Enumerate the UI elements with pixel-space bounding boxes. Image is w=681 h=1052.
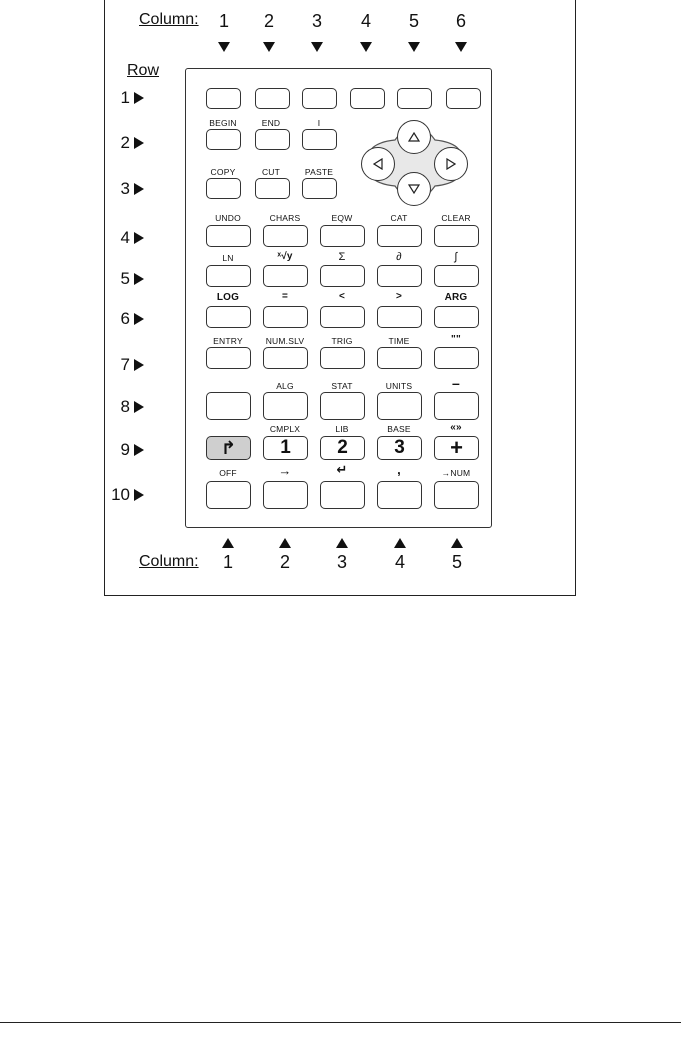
key-r4-c2[interactable]	[263, 225, 308, 247]
key-r7-c2[interactable]	[263, 347, 308, 369]
key-2[interactable]	[320, 436, 365, 460]
arrow-down-icon	[263, 42, 275, 52]
key-r8-c2[interactable]	[263, 392, 308, 420]
label-minus: –	[452, 375, 460, 391]
label-to-num: →NUM	[441, 468, 471, 478]
key-r5-c2[interactable]	[263, 265, 308, 287]
label-chars: CHARS	[269, 213, 301, 223]
key-r1-c1[interactable]	[206, 88, 241, 109]
key-r8-c5[interactable]	[434, 392, 479, 420]
right-arrow-key[interactable]	[434, 147, 468, 181]
label-cat: CAT	[390, 213, 408, 223]
key-r2-c2[interactable]	[255, 129, 290, 150]
key-1[interactable]	[263, 436, 308, 460]
key-r7-c5[interactable]	[434, 347, 479, 369]
key-r5-c1[interactable]	[206, 265, 251, 287]
bottom-column-1: 1	[222, 552, 233, 572]
label-program: «»	[450, 422, 462, 433]
triangle-down-icon	[408, 184, 420, 194]
key-r4-c4[interactable]	[377, 225, 422, 247]
label-lib: LIB	[335, 424, 349, 434]
label-bar: I	[317, 118, 321, 128]
row-label-1: 1	[120, 88, 130, 107]
right-shift-icon: ↱	[220, 437, 237, 458]
arrow-down-icon	[360, 42, 372, 52]
key-r4-c1[interactable]	[206, 225, 251, 247]
row-label-4: 4	[120, 228, 130, 247]
key-r1-c2[interactable]	[255, 88, 290, 109]
key-r1-c6[interactable]	[446, 88, 481, 109]
arrow-up-icon	[451, 538, 463, 548]
arrow-right-icon	[134, 92, 144, 104]
label-arg: ARG	[444, 292, 468, 303]
key-r4-c5[interactable]	[434, 225, 479, 247]
bottom-column-header: Column:	[139, 553, 199, 570]
key-r1-c3[interactable]	[302, 88, 337, 109]
label-alg: ALG	[276, 381, 294, 391]
label-partial: ∂	[396, 251, 402, 263]
arrow-right-icon	[134, 232, 144, 244]
label-quotes: ""	[451, 334, 461, 345]
label-paste: PASTE	[304, 167, 334, 177]
key-r6-c2[interactable]	[263, 306, 308, 328]
label-units: UNITS	[385, 381, 413, 391]
key-r7-c4[interactable]	[377, 347, 422, 369]
key-r4-c3[interactable]	[320, 225, 365, 247]
label-eqw: EQW	[331, 213, 353, 223]
key-r6-c3[interactable]	[320, 306, 365, 328]
label-cmplx: CMPLX	[269, 424, 301, 434]
key-r3-c1[interactable]	[206, 178, 241, 199]
key-r1-c4[interactable]	[350, 88, 385, 109]
arrow-right-icon	[134, 489, 144, 501]
row-label-5: 5	[120, 269, 130, 288]
label-undo: UNDO	[215, 213, 241, 223]
arrow-right-icon	[134, 359, 144, 371]
label-sigma: Σ	[338, 251, 346, 263]
key-plus-label: +	[450, 435, 463, 460]
label-base: BASE	[387, 424, 411, 434]
label-end: END	[261, 118, 281, 128]
arrow-right-icon	[134, 401, 144, 413]
label-integral: ∫	[454, 251, 458, 263]
row-label-2: 2	[120, 133, 130, 152]
key-plus[interactable]	[434, 436, 479, 460]
arrow-up-icon	[394, 538, 406, 548]
label-time: TIME	[388, 336, 410, 346]
key-r6-c1[interactable]	[206, 306, 251, 328]
label-begin: BEGIN	[209, 118, 237, 128]
top-column-2: 2	[263, 11, 274, 31]
key-r10-c3[interactable]	[320, 481, 365, 509]
key-r7-c3[interactable]	[320, 347, 365, 369]
key-r3-c2[interactable]	[255, 178, 290, 199]
row-label-9: 9	[120, 440, 130, 459]
top-column-header: Column:	[139, 11, 199, 28]
key-r10-c2[interactable]	[263, 481, 308, 509]
row-label-3: 3	[120, 179, 130, 198]
label-enter: ↵	[336, 462, 348, 477]
arrow-down-icon	[218, 42, 230, 52]
row-label-8: 8	[120, 397, 130, 416]
key-r10-c5[interactable]	[434, 481, 479, 509]
label-off: OFF	[219, 468, 237, 478]
arrow-right-icon	[134, 444, 144, 456]
key-1-label: 1	[280, 437, 291, 458]
arrow-up-icon	[222, 538, 234, 548]
key-r2-c1[interactable]	[206, 129, 241, 150]
label-cut: CUT	[261, 167, 281, 177]
top-column-5: 5	[408, 11, 419, 31]
up-arrow-key[interactable]	[397, 120, 431, 154]
triangle-right-icon	[446, 158, 456, 170]
key-r5-c3[interactable]	[320, 265, 365, 287]
row-label-10: 10	[111, 485, 130, 504]
label-clear: CLEAR	[441, 213, 471, 223]
key-r3-c3[interactable]	[302, 178, 337, 199]
label-stat: STAT	[331, 381, 353, 391]
label-less: <	[338, 291, 346, 302]
label-xroot-y: ˣ√y	[277, 251, 293, 262]
arrow-right-icon	[134, 313, 144, 325]
label-equals: =	[281, 291, 289, 302]
key-r6-c5[interactable]	[434, 306, 479, 328]
label-entry: ENTRY	[213, 336, 243, 346]
label-greater: >	[395, 291, 403, 302]
key-r10-c4[interactable]	[377, 481, 422, 509]
label-arrow: →	[278, 463, 292, 478]
key-r1-c5[interactable]	[397, 88, 432, 109]
label-log: LOG	[216, 292, 240, 303]
top-column-4: 4	[360, 11, 371, 31]
arrow-down-icon	[455, 42, 467, 52]
label-ln: LN	[222, 253, 234, 263]
key-r5-c4[interactable]	[377, 265, 422, 287]
row-label-6: 6	[120, 309, 130, 328]
bottom-column-5: 5	[451, 552, 462, 572]
right-shift-key[interactable]	[206, 436, 251, 460]
top-column-3: 3	[311, 11, 322, 31]
top-column-1: 1	[218, 11, 229, 31]
arrow-down-icon	[311, 42, 323, 52]
arrow-up-icon	[279, 538, 291, 548]
triangle-up-icon	[408, 132, 420, 142]
key-3-label: 3	[394, 437, 405, 458]
key-r8-c4[interactable]	[377, 392, 422, 420]
arrow-right-icon	[134, 183, 144, 195]
top-column-6: 6	[455, 11, 466, 31]
key-r7-c1[interactable]	[206, 347, 251, 369]
key-r10-c1[interactable]	[206, 481, 251, 509]
label-comma: ,	[397, 462, 401, 477]
bottom-column-2: 2	[279, 552, 290, 572]
page-footer-rule	[0, 1022, 681, 1023]
arrow-right-icon	[134, 273, 144, 285]
label-numslv: NUM.SLV	[265, 336, 305, 346]
bottom-column-3: 3	[336, 552, 347, 572]
key-r8-c3[interactable]	[320, 392, 365, 420]
key-r2-c3[interactable]	[302, 129, 337, 150]
key-2-label: 2	[337, 437, 348, 458]
key-3[interactable]	[377, 436, 422, 460]
triangle-left-icon	[373, 158, 383, 170]
label-copy: COPY	[210, 167, 236, 177]
arrow-down-icon	[408, 42, 420, 52]
arrow-right-icon	[134, 137, 144, 149]
row-label-7: 7	[120, 355, 130, 374]
arrow-up-icon	[336, 538, 348, 548]
down-arrow-key[interactable]	[397, 172, 431, 206]
label-trig: TRIG	[331, 336, 353, 346]
bottom-column-4: 4	[394, 552, 405, 572]
left-arrow-key[interactable]	[361, 147, 395, 181]
key-r6-c4[interactable]	[377, 306, 422, 328]
row-header: Row	[127, 62, 160, 79]
key-r5-c5[interactable]	[434, 265, 479, 287]
key-r8-c1[interactable]	[206, 392, 251, 420]
